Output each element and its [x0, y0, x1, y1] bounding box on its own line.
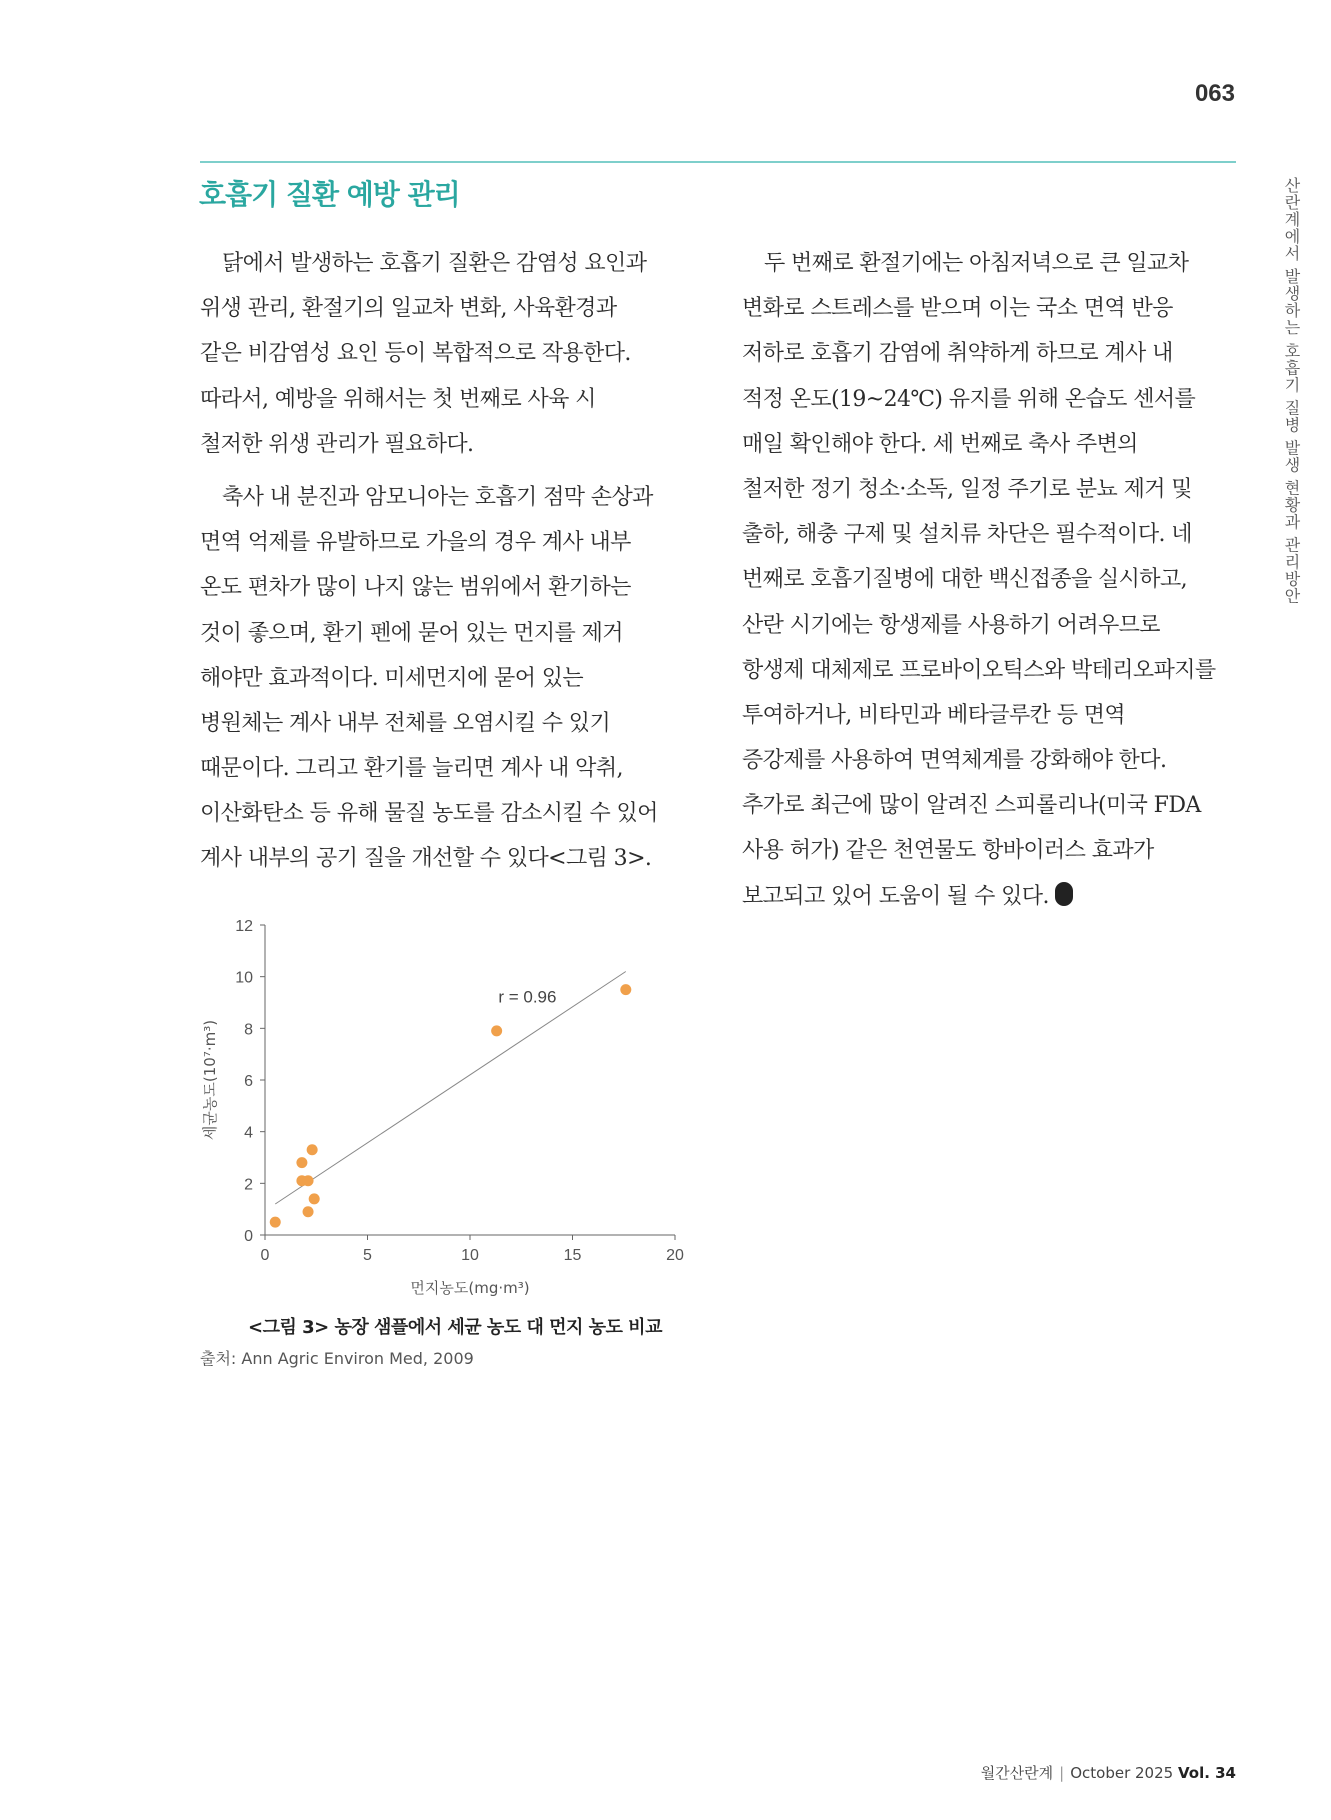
side-tab-article-title: 산란계에서 발생하는 호흡기 질병 발생 현황과 관리방안 — [1282, 177, 1301, 605]
paragraph-gap — [200, 467, 690, 475]
text-line: 같은 비감염성 요인 등이 복합적으로 작용한다. — [200, 341, 631, 367]
y-tick-label: 2 — [244, 1176, 253, 1194]
data-point — [296, 1157, 307, 1168]
correlation-annotation: r = 0.96 — [498, 987, 557, 1007]
x-tick-label: 5 — [363, 1247, 372, 1264]
chart-axes — [260, 925, 675, 1240]
text-line: 산란 시기에는 항생제를 사용하기 어려우므로 — [742, 612, 1160, 638]
text-line: 적정 온도(19~24℃) 유지를 위해 온습도 센서를 — [742, 386, 1196, 412]
y-tick-label: 4 — [244, 1124, 253, 1142]
right-column — [742, 241, 1232, 919]
x-tick-label: 20 — [666, 1247, 684, 1264]
data-point — [491, 1025, 502, 1036]
text-line: 번째로 호흡기질병에 대한 백신접종을 실시하고, — [742, 567, 1188, 593]
text-line: 투여하거나, 비타민과 베타글루칸 등 면역 — [742, 702, 1126, 728]
text-line-content: 보고되고 있어 도움이 될 수 있다. — [742, 883, 1049, 909]
text-line: 저하로 호흡기 감염에 취약하게 하므로 계사 내 — [742, 341, 1173, 367]
data-point — [620, 984, 631, 995]
header-divider — [200, 161, 1236, 163]
footer-issue: October 2025 — [1070, 1764, 1174, 1782]
scatter-chart-svg — [190, 905, 710, 1305]
text-line: 축사 내 분진과 암모니아는 호흡기 점막 손상과 — [222, 484, 653, 510]
data-point — [303, 1206, 314, 1217]
text-line: 닭에서 발생하는 호흡기 질환은 감염성 요인과 — [222, 251, 647, 276]
data-point — [270, 1217, 281, 1228]
text-line: 이산화탄소 등 유해 물질 농도를 감소시킬 수 있어 — [200, 801, 658, 827]
text-line: 면역 억제를 유발하므로 가을의 경우 계사 내부 — [200, 530, 631, 556]
text-line: 두 번째로 환절기에는 아침저녁으로 큰 일교차 — [764, 251, 1189, 276]
footer-separator: | — [1059, 1764, 1065, 1782]
y-axis-label: 세균농도(10⁷·m³) — [201, 1019, 219, 1141]
text-line: 때문이다. 그리고 환기를 늘리면 계사 내 악취, — [200, 756, 623, 782]
x-tick-label: 15 — [563, 1247, 582, 1264]
text-line: 항생제 대체제로 프로바이오틱스와 박테리오파지를 — [742, 657, 1216, 683]
left-column — [200, 241, 690, 882]
data-point — [303, 1175, 314, 1186]
text-line: 온도 편차가 많이 나지 않는 범위에서 환기하는 — [200, 575, 631, 601]
data-point — [307, 1144, 318, 1155]
text-line: 추가로 최근에 많이 알려진 스피롤리나(미국 FDA — [742, 793, 1201, 819]
trendline — [275, 972, 626, 1205]
text-line: 증강제를 사용하여 면역체계를 강화해야 한다. — [742, 748, 1167, 774]
text-line-last — [742, 874, 1232, 919]
text-line: 계사 내부의 공기 질을 개선할 수 있다<그림 3>. — [200, 846, 652, 872]
text-line: 것이 좋으며, 환기 펜에 묻어 있는 먼지를 제거 — [200, 620, 623, 646]
x-tick-label: 10 — [461, 1247, 479, 1264]
paragraph-hygiene — [200, 241, 690, 467]
text-line: 따라서, 예방을 위해서는 첫 번째로 사육 시 — [200, 386, 596, 412]
section-title: 호흡기 질환 예방 관리 — [199, 178, 460, 211]
text-line: 매일 확인해야 한다. 세 번째로 축사 주변의 — [742, 431, 1138, 457]
paragraph-ventilation — [200, 475, 690, 882]
text-line: 철저한 위생 관리가 필요하다. — [200, 431, 474, 457]
text-line: 사용 허가) 같은 천연물도 항바이러스 효과가 — [742, 838, 1154, 864]
x-tick-label: 0 — [260, 1247, 270, 1264]
footer — [980, 1762, 1236, 1783]
footer-volume: Vol. 34 — [1177, 1764, 1236, 1782]
y-tick-label: 12 — [235, 918, 253, 935]
chart-labels — [201, 918, 684, 1297]
article-end-icon — [1055, 882, 1073, 906]
figure-caption: <그림 3> 농장 샘플에서 세균 농도 대 먼지 농도 비교 — [248, 1317, 662, 1338]
y-tick-label: 0 — [244, 1228, 253, 1245]
figure-source: 출처: Ann Agric Environ Med, 2009 — [200, 1349, 474, 1368]
text-line: 병원체는 계사 내부 전체를 오염시킬 수 있기 — [200, 710, 611, 736]
y-tick-label: 6 — [244, 1073, 253, 1090]
data-point — [309, 1193, 320, 1204]
y-tick-label: 10 — [235, 969, 253, 987]
chart-points — [270, 984, 632, 1228]
text-line: 해야만 효과적이다. 미세먼지에 묻어 있는 — [200, 665, 584, 691]
chart-trendline-layer — [275, 972, 626, 1205]
scatter-chart — [190, 905, 710, 1305]
footer-magazine-name: 월간산란계 — [980, 1764, 1054, 1782]
text-line: 위생 관리, 환절기의 일교차 변화, 사육환경과 — [200, 296, 617, 322]
y-tick-label: 8 — [244, 1021, 253, 1039]
text-line: 출하, 해충 구제 및 설치류 차단은 필수적이다. 네 — [742, 522, 1192, 548]
text-line: 변화로 스트레스를 받으며 이는 국소 면역 반응 — [742, 296, 1173, 322]
text-line: 철저한 정기 청소·소독, 일정 주기로 분뇨 제거 및 — [742, 476, 1192, 502]
x-axis-label: 먼지농도(mg·m³) — [410, 1279, 530, 1297]
page-number: 063 — [1194, 80, 1235, 107]
